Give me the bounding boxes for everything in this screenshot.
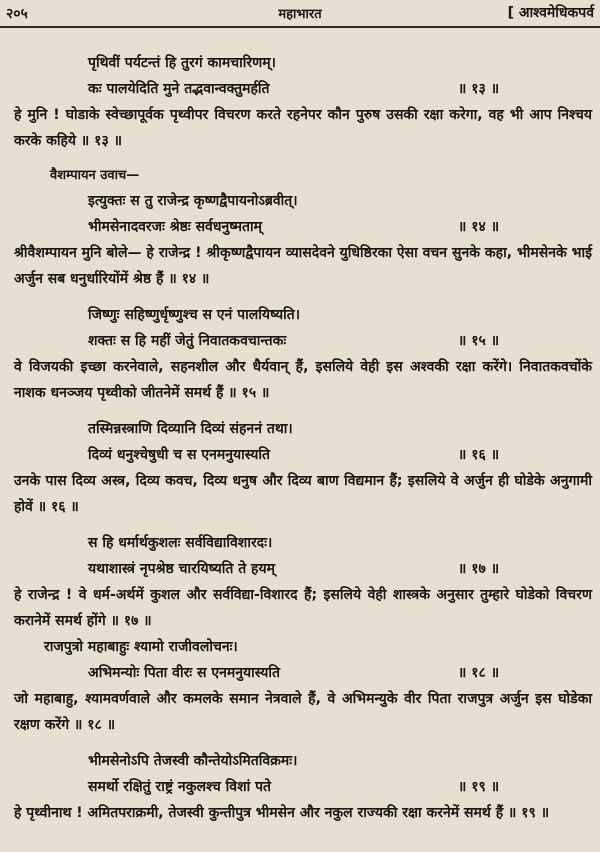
sanskrit-verse-line	[0, 748, 600, 774]
verse-text: शक्तः स हि महीं जेतुं निवातकवचान्तकः	[88, 333, 287, 349]
sanskrit-verse-line	[0, 530, 600, 556]
verse-text: राजपुत्रो महाबाहुः श्यामो राजीवलोचनः।	[44, 639, 238, 655]
sanskrit-verse-line	[0, 634, 600, 660]
sanskrit-verse-line	[0, 416, 600, 442]
page-number: २०५	[6, 6, 28, 22]
verse-text: पृथिवीं पर्यटन्तं हि तुरगं कामचारिणम्।	[88, 55, 276, 71]
sanskrit-verse-line	[0, 188, 600, 214]
hindi-translation: वे विजयकी इच्छा करनेवाले, सहनशील और धैर्यवान् हैं, इसलिये वेही इस अश्वकी रक्षा करेंगे। निवातकवचोंके नाशक धनञ्जय पृथ्वीको जीतनेमें समर्थ हैं ॥ १५ ॥	[14, 359, 592, 401]
sanskrit-verse-line	[0, 556, 600, 582]
page-header	[0, 0, 600, 28]
sanskrit-verse-line	[0, 774, 600, 800]
hindi-translation: हे मुनि ! घोडाके स्वेच्छापूर्वक पृथ्वीपर विचरण करते रहनेपर कौन पुरुष उसकी रक्षा करेगा, वह भी आप निश्चय करके कहिये ॥ १३ ॥	[14, 107, 592, 149]
verse-text: स हि धर्मार्थकुशलः सर्वविद्याविशारदः।	[88, 535, 273, 551]
verse-number: ॥ १४ ॥	[458, 219, 500, 235]
verse-number: ॥ १९ ॥	[458, 779, 500, 795]
verse-text: दिव्यं धनुश्चेषुधी च स एनमनुयास्यति	[88, 447, 270, 463]
hindi-translation: हे पृथ्वीनाथ ! अमितपराक्रमी, तेजस्वी कुन्तीपुत्र भीमसेन और नकुल राज्यकी रक्षा करनेमें समर्थ हैं ॥ १९ ॥	[14, 805, 550, 821]
sanskrit-verse-line	[0, 214, 600, 240]
verse-text: भीमसेनादवरजः श्रेष्ठः सर्वधनुष्मताम्	[88, 219, 262, 235]
sanskrit-verse-line	[0, 76, 600, 102]
parva-title: [ आश्वमेधिकपर्व	[507, 5, 594, 21]
verse-text: जिष्णुः सहिष्णुर्धृष्णुश्च स एनं पालयिष्यति।	[88, 307, 300, 323]
sanskrit-verse-line	[0, 660, 600, 686]
sanskrit-verse-line	[0, 328, 600, 354]
sanskrit-verse-line	[0, 50, 600, 76]
speaker-label: वैशम्पायन उवाच—	[50, 168, 140, 183]
verse-text: कः पालयेदिति मुने तद्भवान्वक्तुमर्हति	[88, 81, 270, 97]
verse-text: भीमसेनोऽपि तेजस्वी कौन्तेयोऽमितविक्रमः।	[88, 753, 298, 769]
hindi-translation: श्रीवैशम्पायन मुनि बोले— हे राजेन्द्र ! श्रीकृष्णद्वैपायन व्यासदेवने युधिष्ठिरका ऐसा वचन सुनके कहा, भीमसेनके भाई अर्जुन सब धनुर्धारियोंमें श्रेष्ठ हैं ॥ १४ ॥	[14, 245, 592, 287]
verse-number: ॥ १६ ॥	[458, 447, 500, 463]
verse-number: ॥ १७ ॥	[458, 561, 500, 577]
verse-number: ॥ १८ ॥	[458, 665, 500, 681]
verse-text: इत्युक्तः स तु राजेन्द्र कृष्णद्वैपायनोऽब्रवीत्।	[88, 193, 298, 209]
verse-number: ॥ १३ ॥	[458, 81, 500, 97]
verse-text: यथाशास्त्रं नृपश्रेष्ठ चारयिष्यति ते हयम्	[88, 561, 275, 577]
verse-text: समर्थो रक्षितुं राष्ट्रं नकुलश्च विशां पते	[88, 779, 272, 795]
sanskrit-verse-line	[0, 442, 600, 468]
hindi-translation: जो महाबाहु, श्यामवर्णवाले और कमलके समान नेत्रवाले हैं, वे अभिमन्युके वीर पिता राजपुत्र अर्जुन इस घोडेका रक्षण करेंगे ॥ १८ ॥	[14, 691, 592, 733]
verse-text: तस्मिन्नस्त्राणि दिव्यानि दिव्यं संहननं तथा।	[88, 421, 293, 437]
verse-number: ॥ १५ ॥	[458, 333, 500, 349]
page-body	[0, 50, 600, 826]
hindi-translation: उनके पास दिव्य अस्त्र, दिव्य कवच, दिव्य धनुष और दिव्य बाण विद्यमान हैं; इसलिये वे अर्जुन ही घोडेके अनुगामी होवें ॥ १६ ॥	[14, 473, 592, 515]
sanskrit-verse-line	[0, 302, 600, 328]
verse-text: अभिमन्योः पिता वीरः स एनमनुयास्यति	[88, 665, 280, 681]
running-title: महाभारत	[278, 7, 322, 22]
hindi-translation: हे राजेन्द्र ! वे धर्म-अर्थमें कुशल और सर्वविद्या-विशारद हैं; इसलिये वेही शास्त्रके अनुसार तुम्हारे घोडेको विचरण करानेमें समर्थ होंगे ॥ १७ ॥	[14, 587, 592, 629]
